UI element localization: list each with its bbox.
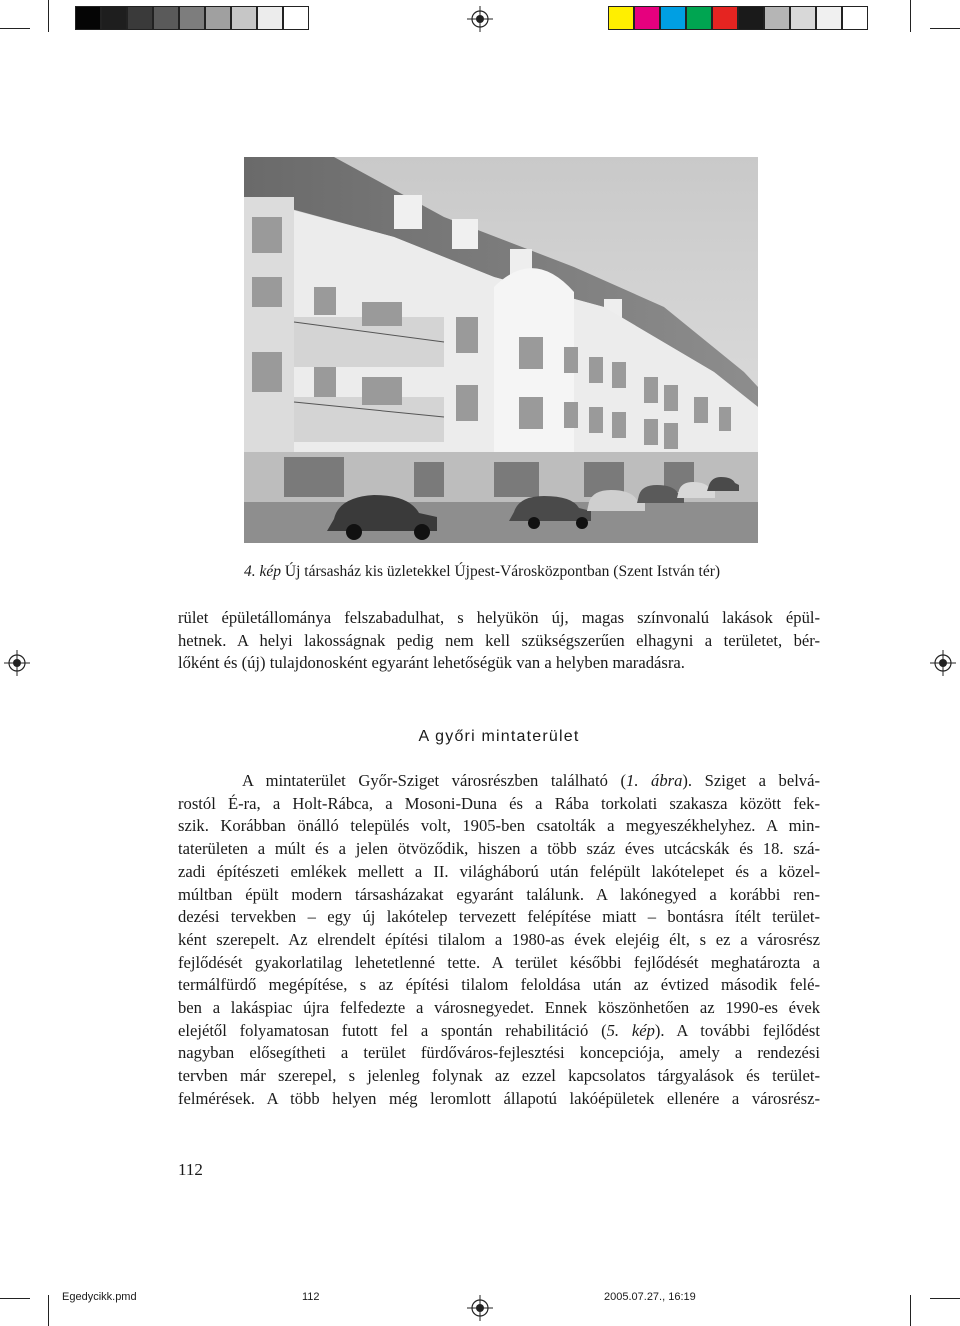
- color-swatch: [179, 6, 205, 30]
- body-paragraph: [178, 770, 820, 1111]
- text-line: rostól É-ra, a Holt-Rábca, a Mosoni-Duna és a Rába torkolati szakasza között fek-: [178, 793, 820, 813]
- color-swatch: [231, 6, 257, 30]
- photo-caption: [244, 563, 764, 581]
- text-line: rület épületállománya felszabadulhat, s helyükön új, magas színvonalú lakások épül-: [178, 608, 820, 627]
- text-line: termálfürdő megépítése, s az építési tilalom feloldása után az évtized második felé-: [178, 975, 820, 995]
- process-color-bar: [608, 6, 868, 30]
- color-swatch: [205, 6, 231, 30]
- intro-paragraph: [178, 607, 820, 675]
- color-swatch: [608, 6, 634, 30]
- footer-datetime: 2005.07.27., 16:19: [604, 1291, 696, 1303]
- color-swatch: [75, 6, 101, 30]
- section-heading: A győri mintaterület: [418, 728, 580, 745]
- crop-mark: [930, 1298, 960, 1299]
- grayscale-color-bar: [75, 6, 309, 30]
- caption-number: 4. kép: [244, 563, 282, 580]
- crop-mark: [48, 1295, 49, 1326]
- registration-mark-icon: [4, 650, 30, 676]
- footer-page: 112: [302, 1291, 320, 1303]
- text-line: ként szerepelt. Az elrendelt építési tilalom a 1980-as évek elejéig élt, s ez a városrész: [178, 929, 820, 949]
- footer-filename: Egedycikk.pmd: [62, 1291, 137, 1303]
- text-line: ben a lakáspiac újra felfedezte a városnegyedet. Ennek köszönhetően az 1990-es évek: [178, 998, 820, 1018]
- text-line: felmérések. A több helyen még leromlott állapotú lakóépületek ellenére a városrész-: [178, 1088, 820, 1108]
- color-swatch: [790, 6, 816, 30]
- figure-reference: 5. kép: [606, 1020, 655, 1040]
- text-line: fejlődését gyakorlatilag lehetetlenné tette. A terület későbbi fejlődését meghatározta a: [178, 952, 820, 972]
- color-swatch: [257, 6, 283, 30]
- text-line: hetnek. A helyi lakosságnak pedig nem kell szükségszerűen elhagyni a területet, bér-: [178, 630, 820, 650]
- text-line: taterületen a múlt és a jelen ötvöződik, hiszen a több száz éves utcácskák és 18. szá-: [178, 839, 820, 859]
- building-photo: [244, 157, 758, 543]
- text-line: A mintaterület Győr-Sziget városrészben található (1. ábra). Sziget a belvá-: [242, 771, 820, 790]
- crop-mark: [0, 1298, 30, 1299]
- color-swatch: [153, 6, 179, 30]
- crop-mark: [910, 1295, 911, 1326]
- text-line: elejétől folyamatosan futott fel a spontán rehabilitáció (5. kép). A további fejlődést: [178, 1020, 820, 1040]
- text-line: tervben már szerepel, s jelenleg folynak az ezzel kapcsolatos tárgyalások és terület-: [178, 1066, 820, 1086]
- color-swatch: [816, 6, 842, 30]
- color-swatch: [660, 6, 686, 30]
- text-line: zadi építészeti emlékek mellett a II. világháború után felépült lakótelepet és a közel-: [178, 861, 820, 881]
- crop-mark: [930, 28, 960, 29]
- text-line: dezési tervekben – egy új lakótelep tervezett felépítése miatt – bontásra ítélt terület-: [178, 907, 820, 927]
- crop-mark: [48, 0, 49, 32]
- registration-mark-icon: [467, 6, 493, 32]
- text-line: szik. Korábban önálló település volt, 1905-ben csatolták a megyeszékhelyhez. A min-: [178, 816, 820, 836]
- page-number: 112: [178, 1160, 203, 1179]
- text-line: lőként és (új) tulajdonosként egyaránt lehetőségük van a helyben maradásra.: [178, 653, 685, 673]
- color-swatch: [101, 6, 127, 30]
- crop-mark: [0, 28, 30, 29]
- registration-mark-icon: [930, 650, 956, 676]
- color-swatch: [764, 6, 790, 30]
- text-line: nagyban elősegítheti a terület fürdőváros-fejlesztési koncepciója, amely a rendezési: [178, 1043, 820, 1063]
- registration-mark-icon: [467, 1295, 493, 1321]
- color-swatch: [127, 6, 153, 30]
- caption-text: Új társasház kis üzletekkel Újpest-Városközpontban (Szent István tér): [281, 563, 721, 580]
- color-swatch: [634, 6, 660, 30]
- color-swatch: [738, 6, 764, 30]
- figure-reference: 1. ábra: [626, 771, 683, 790]
- color-swatch: [686, 6, 712, 30]
- crop-mark: [910, 0, 911, 32]
- color-swatch: [283, 6, 309, 30]
- color-swatch: [712, 6, 738, 30]
- color-swatch: [842, 6, 868, 30]
- text-line: múltban épült modern társasházakat egyaránt találunk. A lakónegyed a korábbi ren-: [178, 884, 820, 904]
